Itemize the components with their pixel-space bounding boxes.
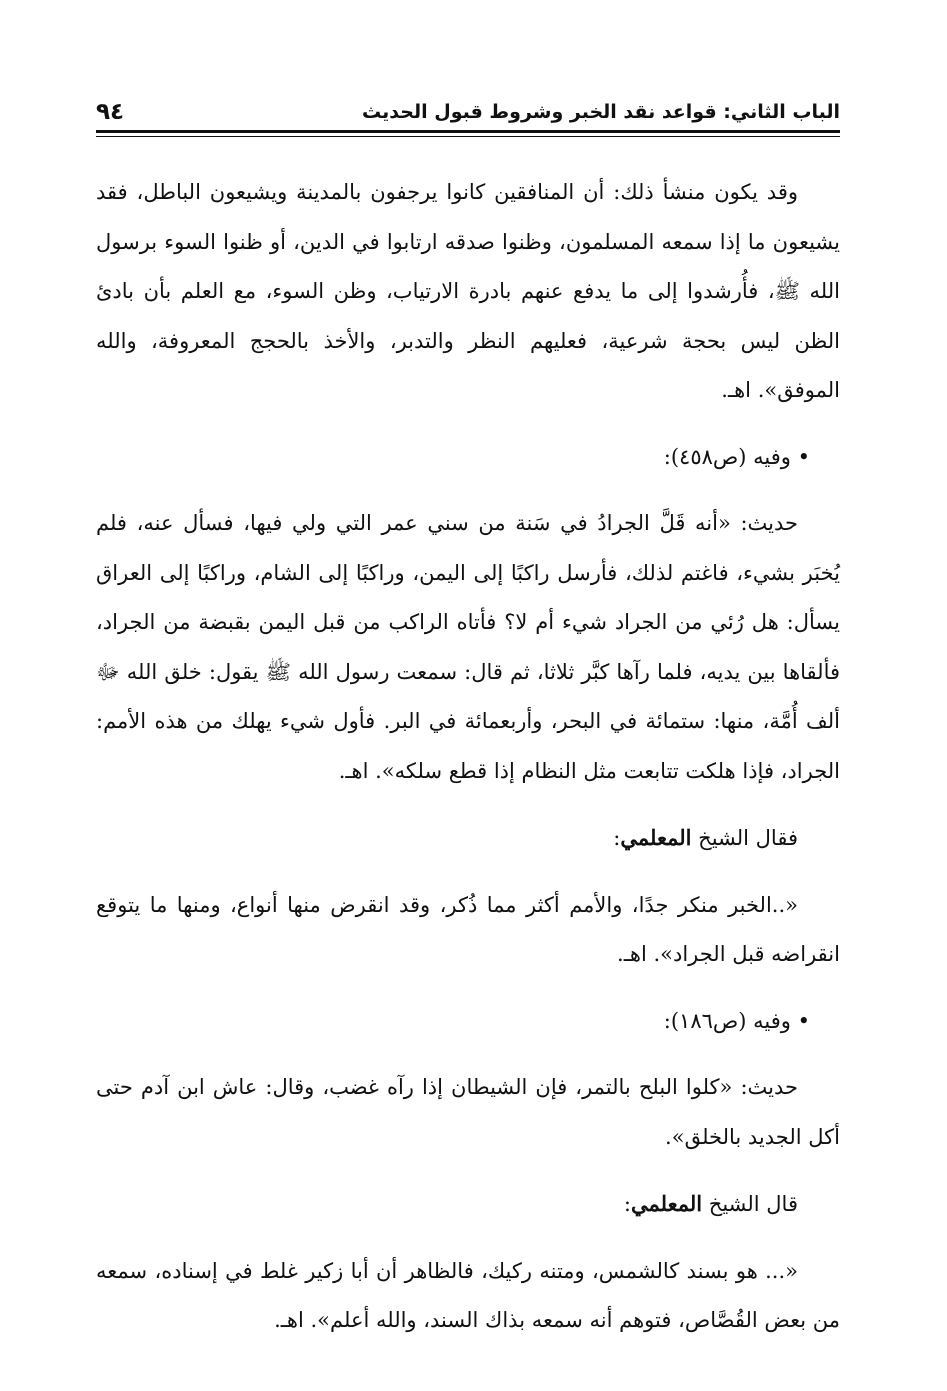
paragraph-1: وقد يكون منشأ ذلك: أن المنافقين كانوا يرجفون بالمدينة ويشيعون الباطل، فقد يشيعون ما إذا سمعه المسلمون، وظنوا صدقه ارتابوا في الدين، أو ظنوا السوء برسول الله ﷺ، فأُرشدوا إلى ما يدفع عنهم بادرة الارتياب، وظن السوء، مع العلم بأن بادئ الظن ليس بحجة شرعية، فعليهم النظر والتدبر، والأخذ بالحجج المعروفة، والله الموفق». اهـ.	[96, 180, 840, 402]
speaker-name-1: المعلمي	[620, 825, 692, 850]
running-title: الباب الثاني: قواعد نقد الخبر وشروط قبول الحديث	[362, 101, 840, 123]
speaker-prefix-2: قال الشيخ	[702, 1192, 798, 1216]
header-rule-thick	[96, 130, 840, 133]
header-rule-thin	[96, 136, 840, 137]
page-header	[96, 92, 840, 126]
speaker-line-1	[96, 813, 840, 864]
paragraph-4: حديث: «كلوا البلح بالتمر، فإن الشيطان إذا رآه غضب، وقال: عاش ابن آدم حتى أكل الجديد بالخلق».	[96, 1075, 840, 1149]
page-content	[96, 168, 840, 1346]
speaker-suffix-1: :	[613, 826, 621, 850]
paragraph-3: «..الخبر منكر جدًا، والأمم أكثر مما ذُكر، وقد انقرض منها أنواع، ومنها ما يتوقع انقراضه قبل الجراد». اهـ.	[96, 892, 840, 966]
speaker-line-2	[96, 1179, 840, 1230]
speaker-prefix-1: فقال الشيخ	[691, 826, 798, 850]
page-number: ٩٤	[96, 99, 125, 125]
speaker-suffix-2: :	[623, 1192, 631, 1216]
bullet-heading-2: • وفيه (ص١٨٦):	[663, 1008, 810, 1033]
bullet-heading-1: • وفيه (ص٤٥٨):	[663, 444, 810, 469]
paragraph-2: حديث: «أنه قَلَّ الجرادُ في سَنة من سني عمر التي ولي فيها، فسأل عنه، فلم يُخبَر بشيء، فاغتم لذلك، فأرسل راكبًا إلى اليمن، وراكبًا إلى الشام، وراكبًا إلى العراق يسأل: هل رُئي من الجراد شيء أم لا؟ فأتاه الراكب من قبل اليمن بقبضة من الجراد، فألقاها بين يديه، فلما رآها كبَّر ثلاثا، ثم قال: سمعت رسول الله ﷺ يقول: خلق الله ﷻ ألف أُمَّة، منها: ستمائة في البحر، وأربعمائة في البر. فأول شيء يهلك من هذه الأمم: الجراد، فإذا هلكت تتابعت مثل النظام إذا قطع سلكه». اهـ.	[96, 511, 840, 783]
speaker-name-2: المعلمي	[630, 1191, 703, 1216]
paragraph-5: «... هو بسند كالشمس، ومتنه ركيك، فالظاهر أن أبا زكير غلط في إسناده، سمعه من بعض القُصَّاص، فتوهم أنه سمعه بذاك السند، والله أعلم». اهـ.	[96, 1258, 840, 1332]
